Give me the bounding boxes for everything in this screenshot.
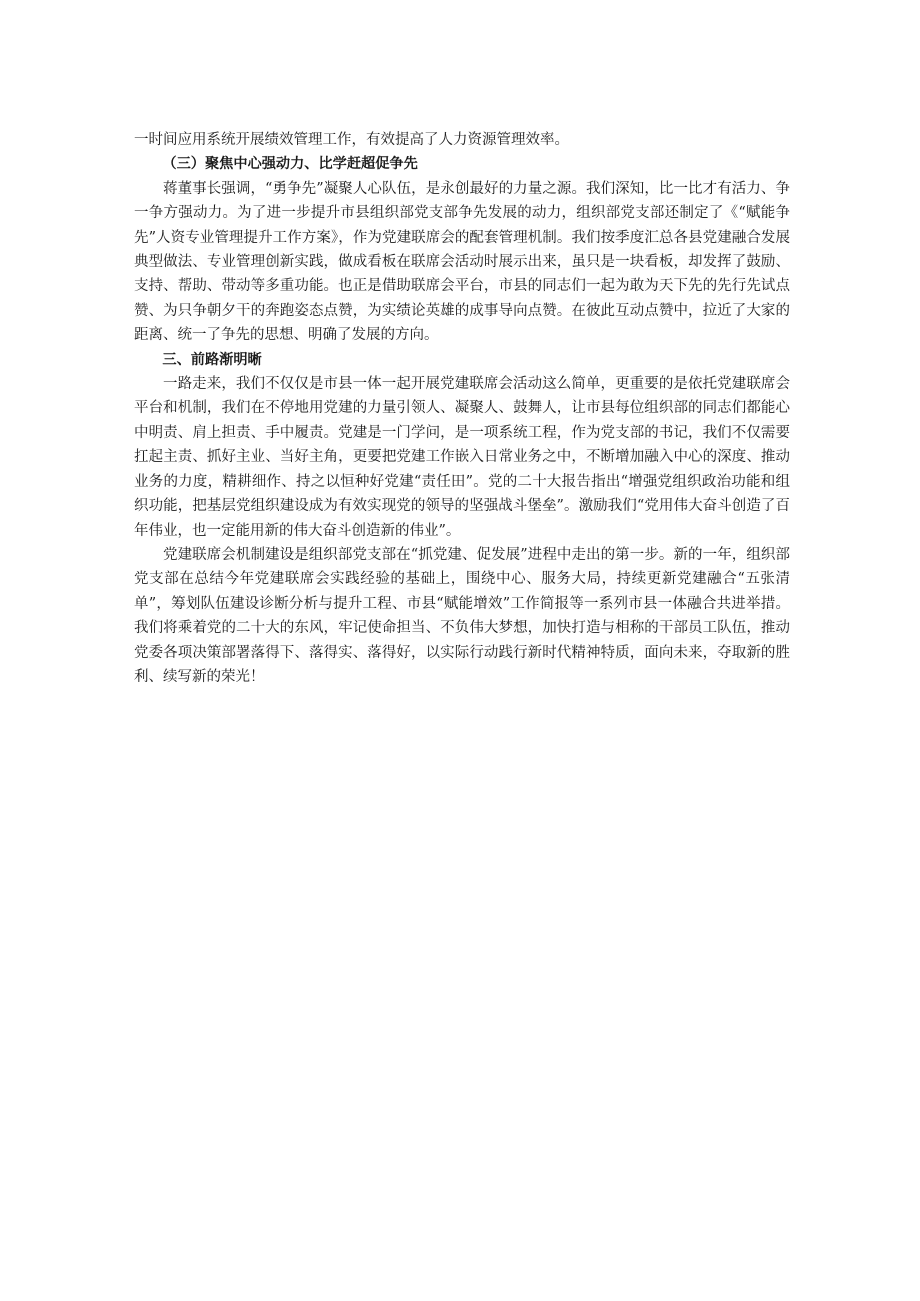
paragraph-journey: 一路走来，我们不仅仅是市县一体一起开展党建联席会活动这么简单，更重要的是依托党建联席会平台和机制，我们在不停地用党建的力量引领人、凝聚人、鼓舞人，让市县每位组织部的同志们都能心中明责、肩上担责、手中履责。党建是一门学问，是一项系统工程，作为党支部的书记，我们不仅需要扛起主责、抓好主业、当好主角，更要把党建工作嵌入日常业务之中，不断增加融入中心的深度、推动业务的力度，精耕细作、持之以恒种好党建“责任田”。党的二十大报告指出“增强党组织政治功能和组织功能，把基层党组织建设成为有效实现党的领导的坚强战斗堡垒”。激励我们“党用伟大奋斗创造了百年伟业，也一定能用新的伟大奋斗创造新的伟业”。: [134, 376, 790, 539]
section-heading-path-ahead: 三、前路渐明晰: [162, 351, 262, 368]
paragraph-chairman-emphasis: 蒋董事长强调，“勇争先”凝聚人心队伍，是永创最好的力量之源。我们深知，比一比才有活力、争一争方强动力。为了进一步提升市县组织部党支部争先发展的动力，组织部党支部还制定了《“赋能争先”人资专业管理提升工作方案》，作为党建联席会的配套管理机制。我们按季度汇总各县党建融合发展典型做法、专业管理创新实践，做成看板在联席会活动时展示出来，虽只是一块看板，却发挥了鼓励、支持、帮助、带动等多重功能。也正是借助联席会平台，市县的同志们一起为敢为天下先的先行先试点赞、为只争朝夕干的奔跑姿态点赞，为实绩论英雄的成事导向点赞。在彼此互动点赞中，拉近了大家的距离、统一了争先的思想、明确了发展的方向。: [134, 180, 790, 344]
section-heading-3: （三）聚焦中心强动力、比学赶超促争先: [162, 156, 418, 173]
document-body: [134, 128, 790, 689]
paragraph-next-steps: 党建联席会机制建设是组织部党支部在“抓党建、促发展”进程中走出的第一步。新的一年，组织部党支部在总结今年党建联席会实践经验的基础上，围绕中心、服务大局，持续更新党建融合“五张清单”，筹划队伍建设诊断分析与提升工程、市县“赋能增效”工作简报等一系列市县一体融合共进举措。我们将乘着党的二十大的东风，牢记使命担当、不负伟大梦想，加快打造与相称的干部员工队伍，推动党委各项决策部署落得下、落得实、落得好，以实际行动践行新时代精神特质，面向未来，夺取新的胜利、续写新的荣光！: [134, 546, 790, 685]
paragraph-continued: 一时间应用系统开展绩效管理工作，有效提高了人力资源管理效率。: [134, 132, 569, 148]
